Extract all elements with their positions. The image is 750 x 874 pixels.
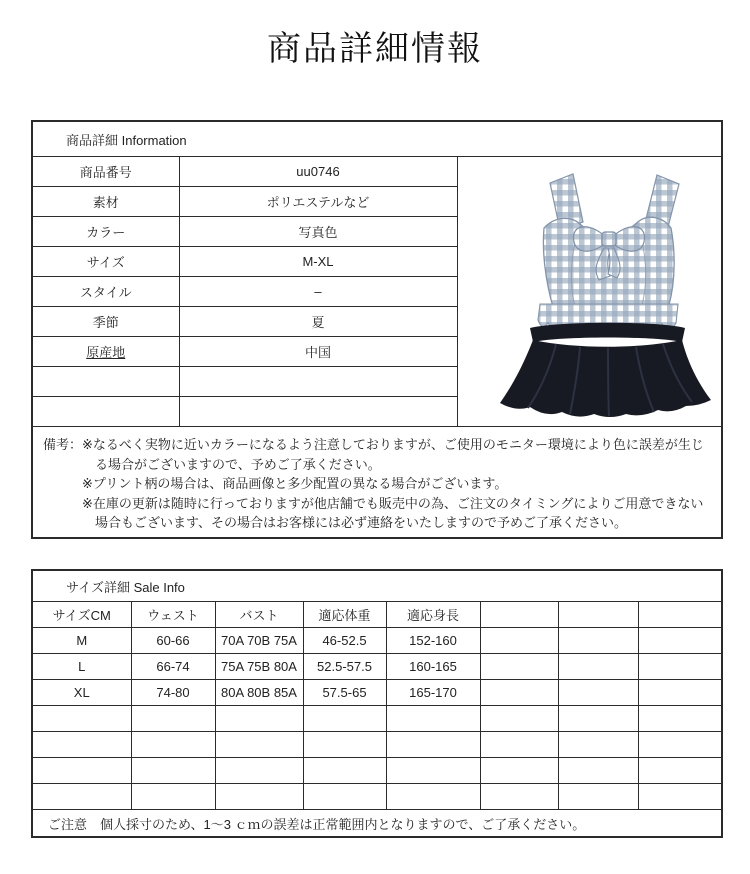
column-header-height: 適応身長 <box>386 602 480 628</box>
table-row <box>32 157 722 187</box>
cell-empty <box>386 732 480 758</box>
remark-item: ※プリント柄の場合は、商品画像と多少配置の異なる場合がございます。 <box>82 476 508 491</box>
gingham-top-illustration <box>538 174 679 332</box>
table-row <box>32 758 722 784</box>
info-table-header-row <box>32 121 722 157</box>
cell-empty <box>480 654 558 680</box>
column-header-bust: バスト <box>215 602 303 628</box>
cell-empty <box>32 706 131 732</box>
size-caution-note: ご注意 個人採寸のため、1～3 ｃｍの誤差は正常範囲内となりますので、ご了承ください。 <box>32 810 722 838</box>
cell-empty <box>303 784 386 810</box>
info-label-season: 季節 <box>32 307 179 337</box>
size-m-weight: 46-52.5 <box>303 628 386 654</box>
info-label-color: カラー <box>32 217 179 247</box>
cell-empty <box>215 784 303 810</box>
cell-empty <box>480 732 558 758</box>
cell-empty <box>638 784 722 810</box>
product-detail-sheet <box>0 28 750 874</box>
column-header-empty <box>480 602 558 628</box>
remark-item: ※なるべく実物に近いカラーになるよう注意しておりますが、ご使用のモニター環境により色に誤差が生じる場合がございますので、予めご了承ください。 <box>82 437 704 472</box>
size-l-waist: 66-74 <box>131 654 215 680</box>
cell-empty <box>386 758 480 784</box>
cell-empty <box>131 706 215 732</box>
cell-empty <box>215 706 303 732</box>
info-label-origin: 原産地 <box>32 337 179 367</box>
cell-empty <box>303 758 386 784</box>
table-row <box>32 680 722 706</box>
cell-empty <box>638 706 722 732</box>
cell-empty <box>480 784 558 810</box>
size-m-waist: 60-66 <box>131 628 215 654</box>
size-l-bust: 75A 75B 80A <box>215 654 303 680</box>
info-value-item-number: uu0746 <box>179 157 457 187</box>
info-table-title: 商品詳細 Information <box>32 121 722 157</box>
cell-empty <box>303 706 386 732</box>
info-value-style: – <box>179 277 457 307</box>
cell-empty <box>386 706 480 732</box>
table-row <box>32 784 722 810</box>
cell-empty <box>558 784 638 810</box>
cell-empty <box>558 654 638 680</box>
size-l-label: L <box>32 654 131 680</box>
info-value-material: ポリエステルなど <box>179 187 457 217</box>
cell-empty <box>638 732 722 758</box>
cell-empty <box>131 758 215 784</box>
info-value-empty-2 <box>179 397 457 427</box>
cell-empty <box>131 732 215 758</box>
size-xl-weight: 57.5-65 <box>303 680 386 706</box>
size-m-bust: 70A 70B 75A <box>215 628 303 654</box>
info-notes-row <box>32 427 722 539</box>
size-detail-table <box>31 569 723 838</box>
page-title: 商品詳細情報 <box>267 31 483 68</box>
info-value-color: 写真色 <box>179 217 457 247</box>
size-m-height: 152-160 <box>386 628 480 654</box>
remarks-label: 備考： <box>43 437 83 452</box>
cell-empty <box>558 680 638 706</box>
info-label-item-number: 商品番号 <box>32 157 179 187</box>
table-row <box>32 706 722 732</box>
size-note-row <box>32 810 722 838</box>
size-xl-height: 165-170 <box>386 680 480 706</box>
size-xl-bust: 80A 80B 85A <box>215 680 303 706</box>
info-label-empty-1 <box>32 367 179 397</box>
remark-item: ※在庫の更新は随時に行っておりますが他店舗でも販売中の為、ご注文のタイミングによりご用意できない場合もございます、その場合はお客様には必ず連絡をいたしますので予めご了承ください。 <box>82 495 704 530</box>
cell-empty <box>480 680 558 706</box>
size-xl-waist: 74-80 <box>131 680 215 706</box>
cell-empty <box>480 758 558 784</box>
info-value-origin: 中国 <box>179 337 457 367</box>
info-value-season: 夏 <box>179 307 457 337</box>
size-m-label: M <box>32 628 131 654</box>
size-table-title: サイズ詳細 Sale Info <box>32 570 722 602</box>
swimsuit-photo-illustration <box>458 157 723 418</box>
cell-empty <box>638 758 722 784</box>
info-label-style: スタイル <box>32 277 179 307</box>
info-value-size: M-XL <box>179 247 457 277</box>
cell-empty <box>638 628 722 654</box>
cell-empty <box>32 784 131 810</box>
table-row <box>32 628 722 654</box>
size-table-header-row <box>32 570 722 602</box>
column-header-size: サイズCM <box>32 602 131 628</box>
cell-empty <box>558 628 638 654</box>
remarks-body <box>82 435 707 533</box>
cell-empty <box>303 732 386 758</box>
cell-empty <box>32 732 131 758</box>
cell-empty <box>558 732 638 758</box>
size-xl-label: XL <box>32 680 131 706</box>
cell-empty <box>480 706 558 732</box>
info-label-size: サイズ <box>32 247 179 277</box>
info-value-empty-1 <box>179 367 457 397</box>
table-row <box>32 654 722 680</box>
cell-empty <box>638 654 722 680</box>
column-header-weight: 適応体重 <box>303 602 386 628</box>
product-info-table <box>31 120 723 539</box>
column-header-waist: ウェスト <box>131 602 215 628</box>
info-label-empty-2 <box>32 397 179 427</box>
cell-empty <box>386 784 480 810</box>
cell-empty <box>558 758 638 784</box>
remarks-cell <box>32 427 722 539</box>
info-label-material: 素材 <box>32 187 179 217</box>
size-column-header-row <box>32 602 722 628</box>
table-row <box>32 732 722 758</box>
size-l-weight: 52.5-57.5 <box>303 654 386 680</box>
pleated-skirt-illustration <box>500 323 711 417</box>
column-header-empty <box>558 602 638 628</box>
cell-empty <box>215 732 303 758</box>
cell-empty <box>480 628 558 654</box>
cell-empty <box>32 758 131 784</box>
product-photo <box>457 157 722 427</box>
cell-empty <box>215 758 303 784</box>
cell-empty <box>638 680 722 706</box>
column-header-empty <box>638 602 722 628</box>
size-l-height: 160-165 <box>386 654 480 680</box>
cell-empty <box>558 706 638 732</box>
cell-empty <box>131 784 215 810</box>
